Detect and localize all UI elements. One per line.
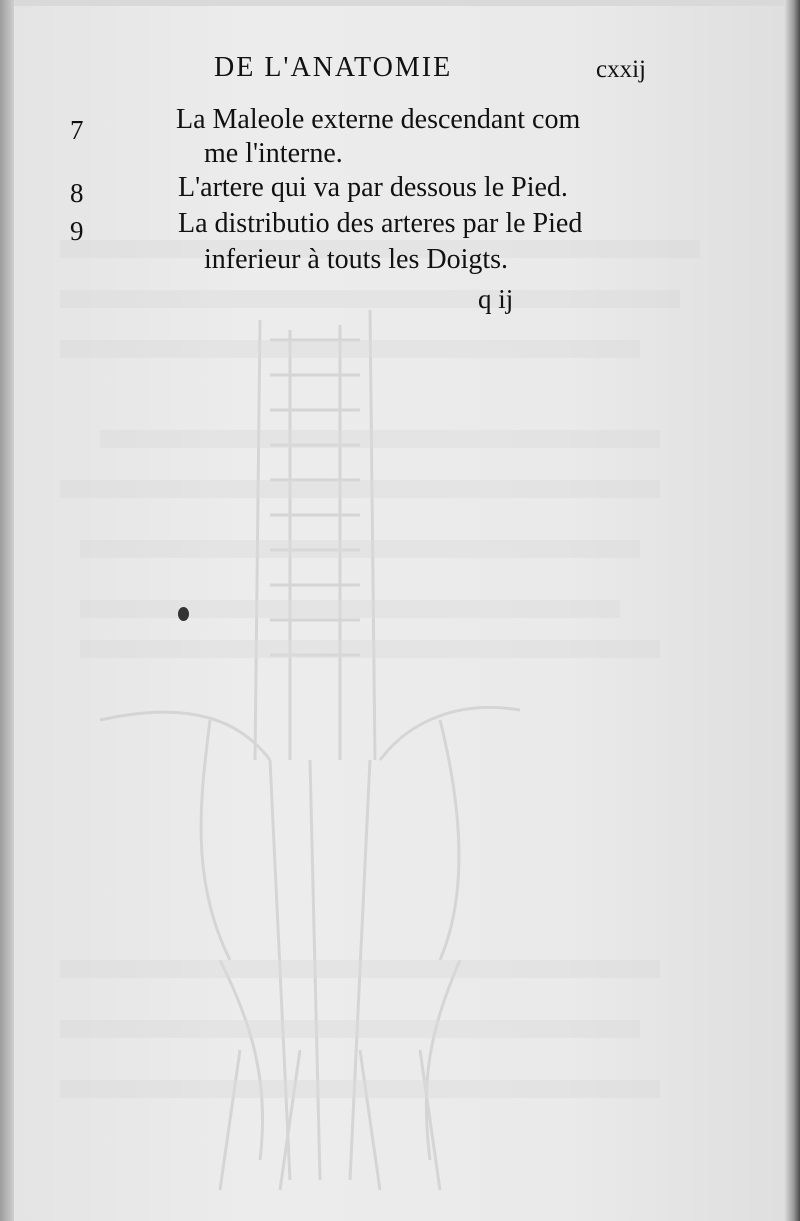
entry-text: L'artere qui va par dessous le Pied. [178,172,568,203]
signature-mark: q ij [478,284,514,314]
entry-text-continued: inferieur à touts les Doigts. [204,244,509,275]
running-head: DE L'ANATOMIE [214,52,453,83]
entry-number: 9 [70,216,84,246]
ink-spot [178,607,189,621]
entry-text: La Maleole externe descendant com [176,104,581,135]
folio-number: cxxij [596,56,646,83]
entry-text: La distributio des arteres par le Pied [178,208,583,239]
entry-number: 7 [70,115,84,145]
page-edge-shadow [784,0,800,1221]
page-gutter-shadow [0,0,14,1221]
entry-number: 8 [70,178,84,208]
show-through-illustration [40,200,740,1200]
entry-text-continued: me l'interne. [204,138,343,169]
